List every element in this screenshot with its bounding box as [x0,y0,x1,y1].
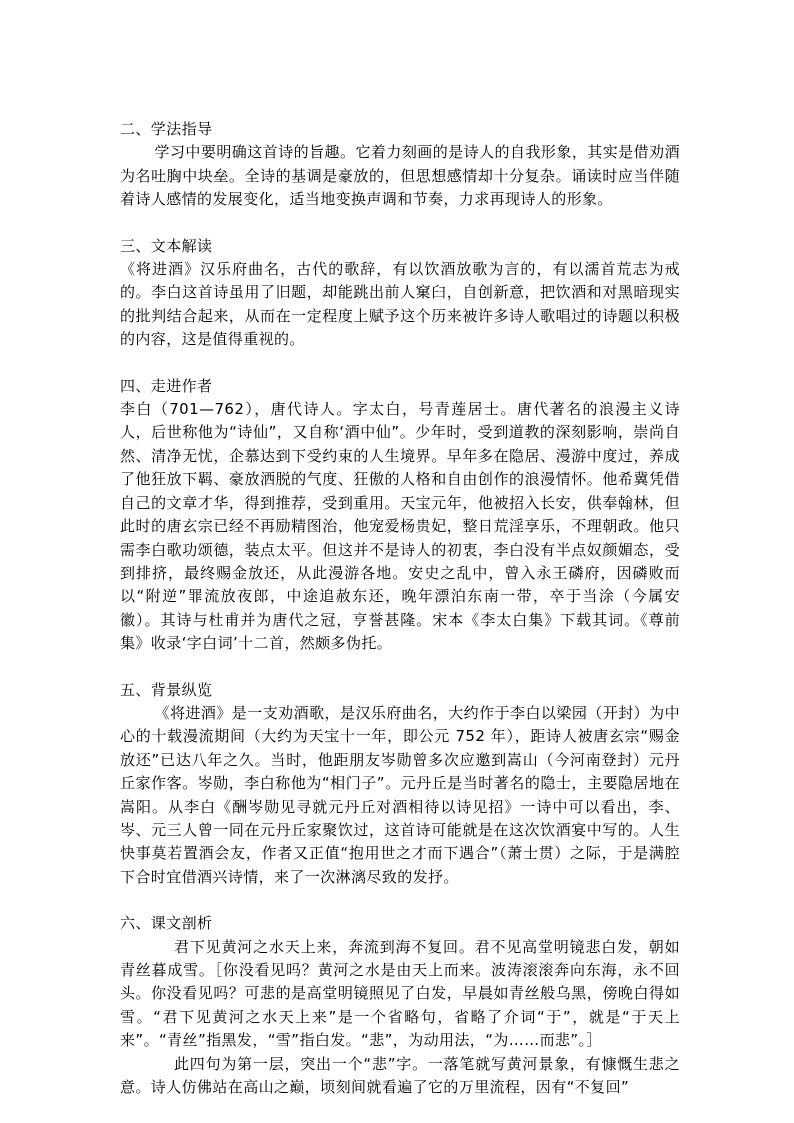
document-body [120,118,680,1122]
section-paragraph: 学习中要明确这首诗的旨趣。它着力刻画的是诗人的自我形象，其实是借劝酒为名吐胸中块垒。全诗的基调是豪放的，但思想感情却十分复杂。诵读时应当伴随着诗人感情的发展变化，适当地变换声调和节奏，力求再现诗人的形象。 [120,143,680,209]
section-text-analysis [120,912,680,1099]
section-paragraph: 君下见黄河之水天上来，奔流到海不复回。君不见高堂明镜悲白发，朝如青丝暮成雪。［你没看见吗？黄河之水是由天上而来。波涛滚滚奔向东海，永不回头。你没看见吗？可悲的是高堂明镜照见了白发，早晨如青丝般乌黑，傍晚白得如雪。“君下见黄河之水天上来”是一个省略句，省略了介词“于”，就是“于天上来”。“青丝”指黑发，“雪”指白发。“悲”，为动用法，“为……而悲”。］ [120,937,680,1050]
section-about-author [120,375,680,656]
section-heading: 四、走进作者 [120,376,213,395]
section-heading: 三、文本解读 [120,236,213,255]
section-paragraph: 此四句为第一层，突出一个“悲”字。一落笔就写黄河景象，有慷慨生悲之意。诗人仿佛站在高山之巅，顷刻间就看遍了它的万里流程，因有“不复回” [120,1054,680,1097]
section-paragraph: 《将进酒》汉乐府曲名，古代的歌辞，有以饮酒放歌为言的，有以濡首荒志为戒的。李白这首诗虽用了旧题，却能跳出前人窠臼，自创新意，把饮酒和对黑暗现实的批判结合起来，从而在一定程度上赋予这个历来被许多诗人歌唱过的诗题以积极的内容，这是值得重视的。 [120,260,680,349]
section-paragraph: 《将进酒》是一支劝酒歌，是汉乐府曲名，大约作于李白以梁园（开封）为中心的十载漫流期间（大约为天宝十一年，即公元 752 年），距诗人被唐玄宗“赐金放还”已达八年之久。当时，他距朋友岑勋曾多次应邀到嵩山（今河南登封）元丹丘家作客。岑勋，李白称他为“相门子”。元丹丘是当时著名的隐士，主要隐居地在嵩阳。从李白《酬岑勋见寻就元丹丘对酒相待以诗见招》一诗中可以看出，李、岑、元三人曾一同在元丹丘家聚饮过，这首诗可能就是在这次饮酒宴中写的。人生快事莫若置酒会友，作者又正值“抱用世之才而下遇合”（萧士贯）之际，于是满腔下合时宜借酒兴诗情，来了一次淋漓尽致的发抒。 [120,703,680,886]
section-text-interpretation [120,235,680,352]
section-study-guide [120,118,680,212]
section-heading: 六、课文剖析 [120,914,213,933]
section-heading: 二、学法指导 [120,120,213,138]
section-paragraph: 李白（701—762），唐代诗人。字太白，号青莲居士。唐代著名的浪漫主义诗人，后世称他为“诗仙”，又自称‘酒中仙”。少年时，受到道教的深刻影响，崇尚自然、清净无忧，企慕达到下受约束的人生境界。早年多在隐居、漫游中度过，养成了他狂放下羁、豪放洒脱的气度、狂傲的人格和自由创作的浪漫情怀。他希冀凭借自己的文章才华，得到推荐，受到重用。天宝元年，他被招入长安，供奉翰林，但此时的唐玄宗已经不再励精图治，他宠爱杨贵妃，整日荒淫享乐，不理朝政。他只需李白歌功颂德，装点太平。但这并不是诗人的初衷，李白没有半点奴颜媚态，受到排挤，最终赐金放还，从此漫游各地。安史之乱中，曾入永王磷府，因磷败而以“附逆”罪流放夜郎，中途追赦东还，晚年漂泊东南一带，卒于当涂（今属安徽）。其诗与杜甫并为唐代之冠，亨誉甚隆。宋本《李太白集》下载其词。《尊前集》收录‘字白词’十二首，然颇多伪托。 [120,400,680,653]
section-heading: 五、背景纵览 [120,680,213,699]
section-background [120,679,680,890]
